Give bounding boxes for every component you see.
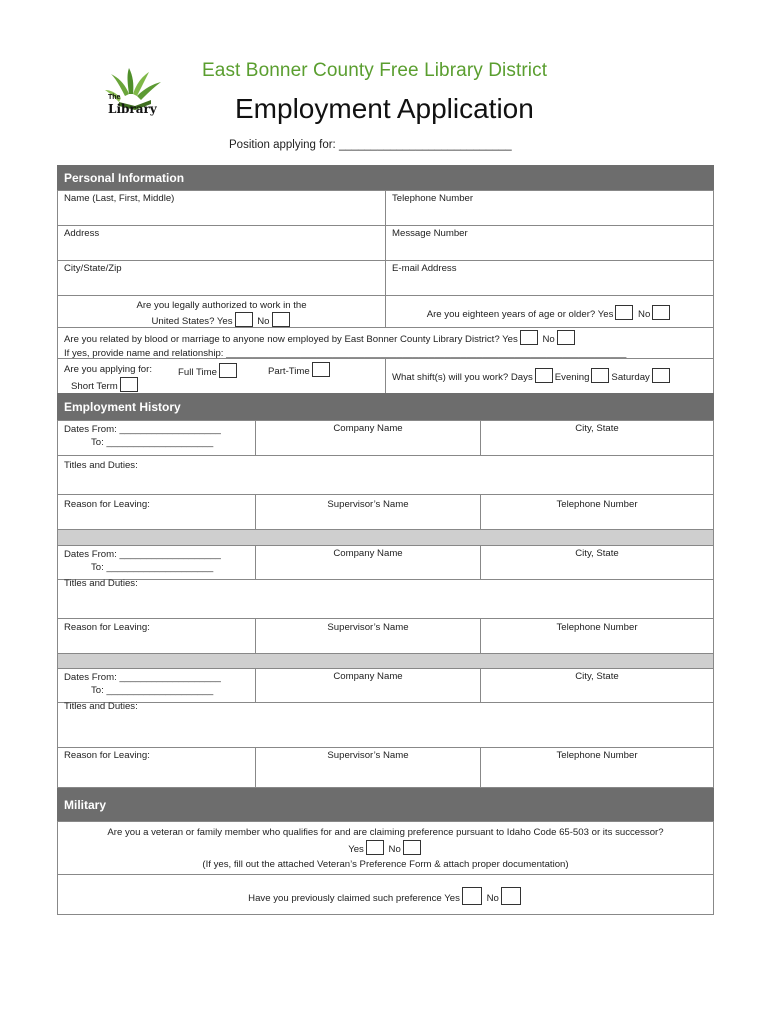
city-label: City/State/Zip bbox=[64, 263, 122, 274]
emp3-supervisor-label: Supervisor’s Name bbox=[327, 750, 409, 761]
emp2-telephone-field[interactable] bbox=[480, 618, 714, 654]
emp2-telephone-label: Telephone Number bbox=[556, 622, 638, 633]
saturday-label: Saturday bbox=[611, 372, 650, 383]
emp3-reason-field[interactable] bbox=[57, 747, 256, 788]
veteran-no-checkbox[interactable] bbox=[403, 840, 421, 855]
emp3-city-label: City, State bbox=[575, 671, 619, 682]
related-q: Are you related by blood or marriage to anyone now employed by East Bonner County Library District? Yes bbox=[64, 334, 518, 345]
authorized-question bbox=[57, 295, 386, 328]
emp2-dates-from: Dates From: ___________________ bbox=[64, 549, 221, 560]
related-yes-checkbox[interactable] bbox=[520, 330, 538, 345]
veteran-yes-checkbox[interactable] bbox=[366, 840, 384, 855]
employment-history-heading: Employment History bbox=[57, 393, 714, 421]
veteran-no-label: No bbox=[388, 844, 401, 855]
veteran-question bbox=[57, 821, 714, 875]
emp3-telephone-label: Telephone Number bbox=[556, 750, 638, 761]
emp2-dates-to: To: ____________________ bbox=[91, 562, 214, 573]
address-label: Address bbox=[64, 228, 100, 239]
address-field[interactable] bbox=[57, 225, 386, 261]
eighteen-yes-checkbox[interactable] bbox=[615, 305, 633, 320]
logo-text-the: The bbox=[108, 94, 121, 101]
claimed-question bbox=[57, 874, 714, 915]
emp3-telephone-field[interactable] bbox=[480, 747, 714, 788]
authorized-q1: Are you legally authorized to work in the bbox=[136, 300, 307, 311]
email-label: E-mail Address bbox=[392, 263, 457, 274]
shift-cell bbox=[385, 358, 714, 394]
military-heading: Military bbox=[57, 788, 714, 822]
part-time-checkbox[interactable] bbox=[312, 362, 330, 377]
short-term-checkbox[interactable] bbox=[120, 377, 138, 392]
emp2-titles-field[interactable] bbox=[57, 574, 714, 619]
shift-q: What shift(s) will you work? Days bbox=[392, 372, 533, 383]
eighteen-q: Are you eighteen years of age or older? Yes bbox=[426, 309, 614, 320]
authorized-no-label: No bbox=[257, 316, 270, 327]
veteran-instructions: (If yes, fill out the attached Veteran’s Preference Form & attach proper documentation) bbox=[202, 859, 569, 870]
emp2-city-label: City, State bbox=[575, 548, 619, 559]
emp1-dates-field[interactable] bbox=[57, 420, 256, 456]
name-field[interactable] bbox=[57, 190, 386, 226]
claimed-yes-label: Yes bbox=[444, 893, 460, 904]
message-label: Message Number bbox=[392, 228, 468, 239]
emp1-telephone-label: Telephone Number bbox=[556, 499, 638, 510]
emp3-dates-to: To: ____________________ bbox=[91, 685, 214, 696]
emp1-city-field[interactable] bbox=[480, 420, 714, 456]
emp2-supervisor-label: Supervisor’s Name bbox=[327, 622, 409, 633]
shift-saturday-checkbox[interactable] bbox=[652, 368, 670, 383]
emp2-reason-label: Reason for Leaving: bbox=[64, 622, 150, 633]
eighteen-no-label: No bbox=[638, 309, 651, 320]
emp1-titles-label: Titles and Duties: bbox=[64, 460, 138, 471]
related-no-label: No bbox=[542, 334, 555, 345]
full-time-checkbox[interactable] bbox=[219, 363, 237, 378]
veteran-yes-label: Yes bbox=[348, 844, 364, 855]
emp1-supervisor-label: Supervisor’s Name bbox=[327, 499, 409, 510]
applying-for-cell bbox=[57, 358, 386, 394]
veteran-q: Are you a veteran or family member who qualifies for and are claiming preference pursuant to Idaho Code 65-503 or its successor? bbox=[107, 827, 664, 838]
org-name: East Bonner County Free Library District bbox=[202, 60, 548, 81]
claimed-yes-checkbox[interactable] bbox=[462, 887, 482, 905]
authorized-q2: United States? Yes bbox=[151, 316, 233, 327]
related-followup-field[interactable]: If yes, provide name and relationship: ___________________________________________________________________________ bbox=[64, 348, 627, 359]
eighteen-question bbox=[385, 295, 714, 328]
emp3-titles-label: Titles and Duties: bbox=[64, 701, 138, 712]
related-question bbox=[57, 327, 714, 359]
library-logo bbox=[105, 66, 165, 118]
emp1-supervisor-field[interactable] bbox=[255, 494, 481, 530]
emp1-telephone-field[interactable] bbox=[480, 494, 714, 530]
position-field[interactable]: Position applying for: ___________________________ bbox=[229, 139, 512, 151]
emp3-reason-label: Reason for Leaving: bbox=[64, 750, 150, 761]
message-field[interactable] bbox=[385, 225, 714, 261]
section-divider bbox=[57, 529, 714, 546]
emp2-titles-label: Titles and Duties: bbox=[64, 578, 138, 589]
email-field[interactable] bbox=[385, 260, 714, 296]
full-time-label: Full Time bbox=[178, 367, 217, 378]
authorized-no-checkbox[interactable] bbox=[272, 312, 290, 327]
emp2-reason-field[interactable] bbox=[57, 618, 256, 654]
section-divider bbox=[57, 653, 714, 669]
emp2-company-label: Company Name bbox=[333, 548, 403, 559]
claimed-no-checkbox[interactable] bbox=[501, 887, 521, 905]
part-time-label: Part-Time bbox=[268, 366, 310, 377]
emp1-company-field[interactable] bbox=[255, 420, 481, 456]
emp3-supervisor-field[interactable] bbox=[255, 747, 481, 788]
claimed-q: Have you previously claimed such preference bbox=[248, 893, 442, 904]
emp1-reason-label: Reason for Leaving: bbox=[64, 499, 150, 510]
related-no-checkbox[interactable] bbox=[557, 330, 575, 345]
short-term-label: Short Term bbox=[71, 381, 118, 392]
emp1-dates-to: To: ____________________ bbox=[91, 437, 214, 448]
shift-evening-checkbox[interactable] bbox=[591, 368, 609, 383]
logo-text-library: Library bbox=[108, 102, 157, 116]
personal-info-heading: Personal Information bbox=[57, 165, 714, 191]
city-field[interactable] bbox=[57, 260, 386, 296]
emp1-reason-field[interactable] bbox=[57, 494, 256, 530]
telephone-field[interactable] bbox=[385, 190, 714, 226]
emp1-titles-field[interactable] bbox=[57, 455, 714, 495]
telephone-label: Telephone Number bbox=[392, 193, 474, 204]
emp3-company-label: Company Name bbox=[333, 671, 403, 682]
applying-for-label: Are you applying for: bbox=[64, 364, 152, 375]
claimed-no-label: No bbox=[486, 893, 499, 904]
page-title: Employment Application bbox=[235, 93, 534, 124]
emp1-city-label: City, State bbox=[575, 423, 619, 434]
emp3-dates-from: Dates From: ___________________ bbox=[64, 672, 221, 683]
evening-label: Evening bbox=[554, 372, 590, 383]
emp1-company-label: Company Name bbox=[333, 423, 403, 434]
emp1-dates-from: Dates From: ___________________ bbox=[64, 424, 221, 435]
emp2-supervisor-field[interactable] bbox=[255, 618, 481, 654]
authorized-yes-checkbox[interactable] bbox=[235, 312, 253, 327]
shift-days-checkbox[interactable] bbox=[535, 368, 553, 383]
eighteen-no-checkbox[interactable] bbox=[652, 305, 670, 320]
emp3-titles-field[interactable] bbox=[57, 697, 714, 748]
name-label: Name (Last, First, Middle) bbox=[64, 193, 175, 204]
